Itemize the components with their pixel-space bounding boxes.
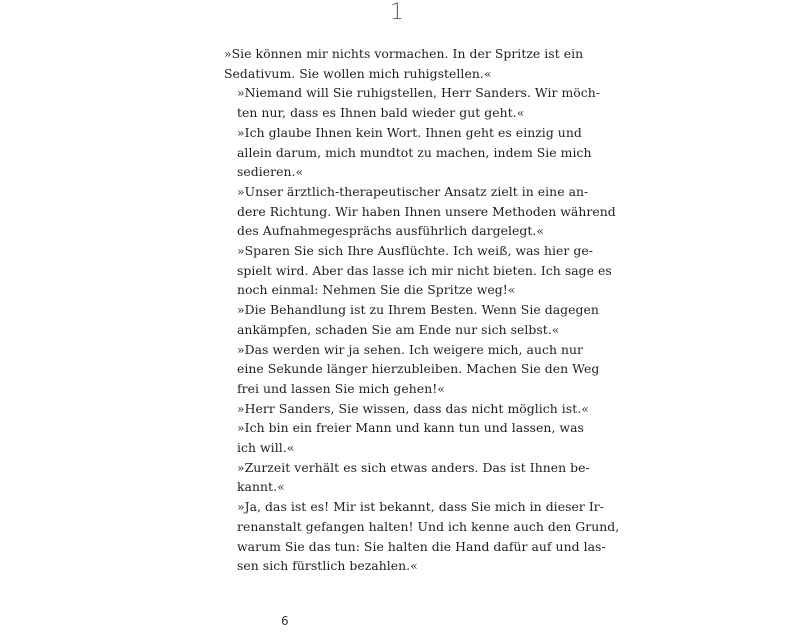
text-line: sedieren.« [237,164,304,180]
text-line: sen sich fürstlich bezahlen.« [237,558,418,574]
dialogue-paragraph [224,123,592,182]
dialogue-paragraph [224,399,589,419]
text-line: »Die Behandlung ist zu Ihrem Besten. Wenn Sie dagegen [237,302,599,318]
dialogue-paragraph [224,497,620,576]
text-line: noch einmal: Nehmen Sie die Spritze weg!« [237,282,516,298]
chapter-number: 1 [390,0,404,25]
text-line: ten nur, dass es Ihnen bald wieder gut geht.« [237,105,525,121]
dialogue-paragraph [224,458,590,497]
text-line: des Aufnahmegesprächs ausführlich dargelegt.« [237,223,545,239]
text-line: renanstalt gefangen halten! Und ich kenne auch den Grund, [237,518,620,534]
dialogue-paragraph [224,182,616,241]
text-line: kannt.« [237,479,285,495]
text-line: frei und lassen Sie mich gehen!« [237,380,445,396]
page-number: 6 [281,614,289,628]
body-text [224,44,620,576]
text-line: »Ich glaube Ihnen kein Wort. Ihnen geht es einzig und [237,124,582,140]
text-line: warum Sie das tun: Sie halten die Hand dafür auf und las- [237,538,606,554]
text-line: dere Richtung. Wir haben Ihnen unsere Methoden während [237,203,616,219]
dialogue-paragraph [224,83,601,122]
dialogue-paragraph [224,241,612,300]
text-line: allein darum, mich mundtot zu machen, indem Sie mich [237,144,592,160]
text-line: ankämpfen, schaden Sie am Ende nur sich selbst.« [237,321,560,337]
dialogue-paragraph [224,44,584,83]
text-line: ich will.« [237,440,295,456]
dialogue-paragraph [224,340,600,399]
text-line: »Zurzeit verhält es sich etwas anders. Das ist Ihnen be- [237,459,590,475]
text-line: »Ja, das ist es! Mir ist bekannt, dass Sie mich in dieser Ir- [237,499,604,515]
text-line: »Das werden wir ja sehen. Ich weigere mich, auch nur [237,341,584,357]
text-line: »Unser ärztlich-therapeutischer Ansatz zielt in eine an- [237,183,589,199]
text-line: »Herr Sanders, Sie wissen, dass das nicht möglich ist.« [237,400,589,416]
dialogue-paragraph [224,300,599,339]
text-line: »Sie können mir nichts vormachen. In der Spritze ist ein [224,46,584,61]
text-line: »Niemand will Sie ruhigstellen, Herr Sanders. Wir möch- [237,85,601,101]
text-line: eine Sekunde länger hierzubleiben. Machen Sie den Weg [237,361,600,377]
text-line: spielt wird. Aber das lasse ich mir nicht bieten. Ich sage es [237,262,612,278]
text-line: »Sparen Sie sich Ihre Ausflüchte. Ich weiß, was hier ge- [237,243,593,259]
text-line: Sedativum. Sie wollen mich ruhigstellen.« [224,65,492,81]
text-line: »Ich bin ein freier Mann und kann tun und lassen, was [237,420,584,436]
dialogue-paragraph [224,418,584,457]
